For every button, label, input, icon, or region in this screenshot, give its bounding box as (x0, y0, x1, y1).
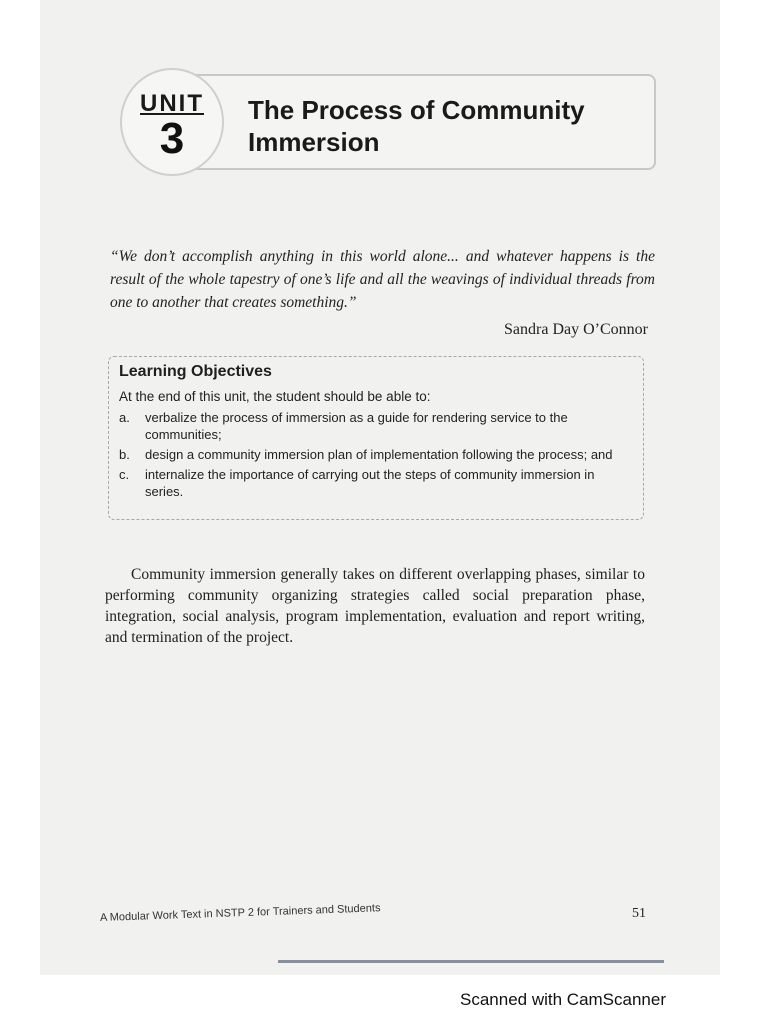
unit-title: The Process of Community Immersion (248, 95, 585, 157)
scanner-watermark: Scanned with CamScanner (460, 990, 667, 1009)
objectives-title: Learning Objectives (119, 363, 272, 380)
objective-item (119, 466, 629, 500)
footer-book-title: A Modular Work Text in NSTP 2 for Trainers and Students (99, 902, 381, 924)
objective-text: verbalize the process of immersion as a guide for rendering service to the communities; (145, 410, 568, 442)
page-number: 51 (632, 906, 646, 921)
objective-item (119, 446, 629, 463)
quote-author: Sandra Day O’Connor (504, 321, 648, 338)
unit-header (120, 68, 655, 172)
objective-letter: b. (119, 447, 130, 462)
objective-letter: c. (119, 467, 130, 482)
objective-text: design a community immersion plan of implementation following the process; and (145, 447, 613, 462)
unit-badge (120, 68, 224, 176)
objectives-list (119, 409, 629, 503)
learning-objectives-box (108, 356, 644, 520)
objective-text: internalize the importance of carrying out the steps of community immersion in series. (145, 467, 595, 499)
body-paragraph: Community immersion generally takes on different overlapping phases, similar to performing community organizing strategies called social preparation phase, integration, social analysis, program implementation, evaluation and report writing, and termination of the project. (105, 566, 645, 646)
unit-label: UNIT (140, 90, 204, 117)
bottom-rule (278, 960, 664, 963)
unit-number: 3 (159, 114, 185, 163)
epigraph-quote: “We don’t accomplish anything in this world alone... and whatever happens is the result of the whole tapestry of one’s life and all the weavings of individual threads from one to another that creates something.” (110, 248, 655, 311)
objective-item (119, 409, 629, 443)
objectives-intro: At the end of this unit, the student should be able to: (119, 389, 431, 404)
objective-letter: a. (119, 410, 130, 425)
